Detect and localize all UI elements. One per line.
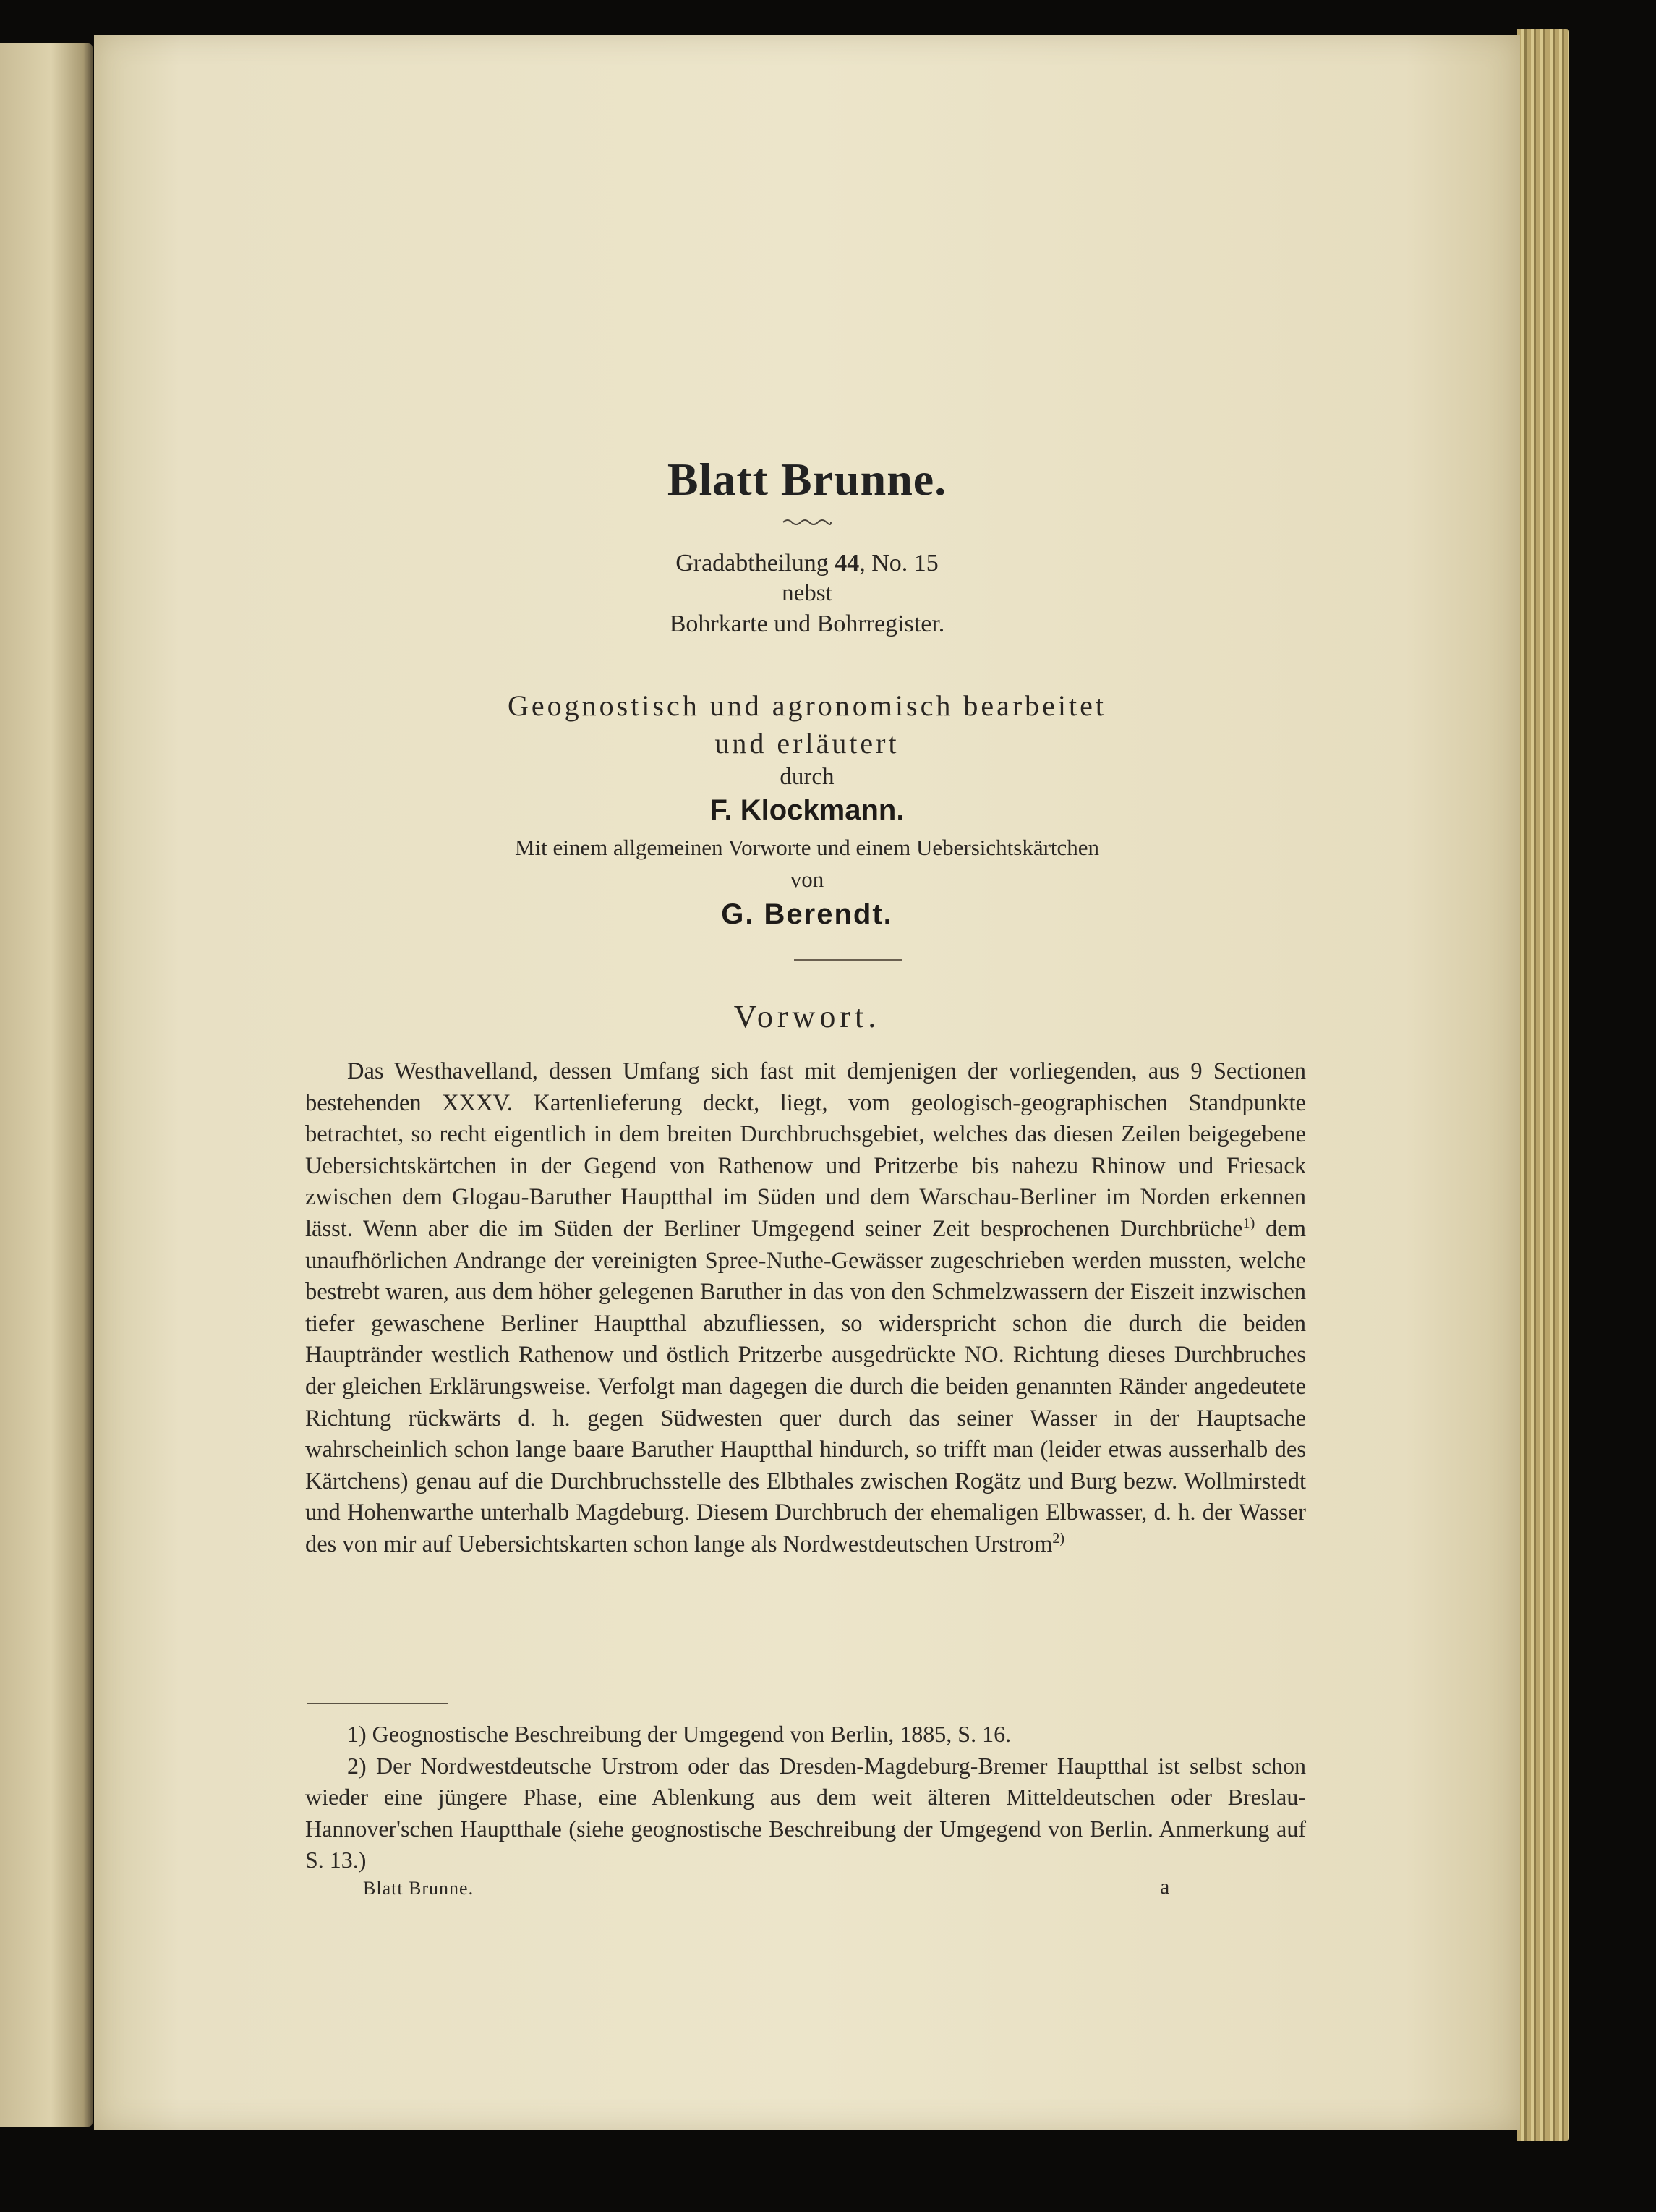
gradabtheilung-line bbox=[94, 550, 1520, 577]
author-primary: F. Klockmann. bbox=[709, 794, 905, 826]
wave-ornament-icon bbox=[782, 516, 832, 527]
footnote-2: 2) Der Nordwestdeutsche Urstrom oder das Dresden-Magdeburg-Bremer Hauptthal ist selbst schon wieder eine jüngere Phase, eine Ablenkung aus dem weit älteren Mitteldeutschen oder Breslau-Hannover'schen Hauptthale (siehe geognostische Beschreibung der Umgegend von Berlin. Anmerkung auf S. 13.) bbox=[305, 1752, 1306, 1873]
signature-mark: a bbox=[1160, 1875, 1170, 1899]
credits-von: von bbox=[790, 867, 824, 892]
section-heading: Vorwort. bbox=[733, 999, 881, 1034]
credits-durch: durch bbox=[780, 764, 835, 790]
left-page-edge bbox=[0, 43, 93, 2127]
divider-rule bbox=[794, 959, 902, 961]
credits-line-2: und erläutert bbox=[714, 727, 900, 760]
page-title: Blatt Brunne. bbox=[667, 454, 947, 505]
nebst-line: nebst bbox=[782, 580, 832, 606]
bohrkarte-line: Bohrkarte und Bohrregister. bbox=[669, 611, 945, 637]
footnotes bbox=[305, 1719, 1306, 1876]
author-secondary: G. Berendt. bbox=[721, 898, 893, 930]
gradab-prefix: Gradabtheilung bbox=[675, 550, 835, 577]
gradab-number: 44 bbox=[835, 550, 860, 577]
page-stack-edge bbox=[1517, 29, 1569, 2141]
ornament bbox=[94, 516, 1520, 530]
book-page bbox=[94, 35, 1520, 2130]
body-paragraph bbox=[305, 1056, 1306, 1561]
footnote-ref-2: 2) bbox=[1052, 1531, 1065, 1547]
footnote-1: 1) Geognostische Beschreibung der Umgegend von Berlin, 1885, S. 16. bbox=[347, 1721, 1012, 1747]
body-text-part-1: Das Westhavelland, dessen Umfang sich fast mit demjenigen der vorliegenden, aus 9 Sectionen bestehenden XXXV. Kartenlieferung deckt, liegt, vom geologisch-geographischen Standpunkte betrachtet, so recht eigentlich in dem breiten Durchbruchsgebiet, welches das diesen Zeilen beigegebene Uebersichtskärtchen in der Gegend von Rathenow und Pritzerbe bis nahezu Rhinow und Friesack zwischen dem Glogau-Baruther Hauptthal im Süden und dem Warschau-Berliner im Norden erkennen lässt. Wenn aber die im Süden der Berliner Umgegend seiner Zeit besprochenen Durchbrüche bbox=[305, 1058, 1306, 1242]
footnote-ref-1: 1) bbox=[1242, 1215, 1255, 1232]
body-text-part-2: dem unaufhörlichen Andrange der vereinigten Spree-Nuthe-Gewässer zugeschrieben werden mussten, welche bestrebt waren, aus dem höher gelegenen Baruther in das von den Schmelzwassern der Eiszeit inzwischen tiefer gewaschene Berliner Hauptthal abzufliessen, so widerspricht schon die durch die beiden Hauptränder westlich Rathenow und östlich Pritzerbe ausgedrückte NO. Richtung dieses Durchbruches der gleichen Erklärungsweise. Verfolgt man dagegen die durch die beiden genannten Ränder angedeutete Richtung rückwärts d. h. gegen Südwesten quer durch das seiner Wasser in der Hauptsache wahrscheinlich schon lange baare Baruther Hauptthal hindurch, so trifft man (leider etwas ausserhalb des Kärtchens) genau auf die Durchbruchsstelle des Elbthales zwischen Rogätz und Burg bezw. Wollmirstedt und Hohenwarthe unterhalb Magdeburg. Diesem Durchbruch der ehemaligen Elbwasser, d. h. der Wasser des von mir auf Uebersichtskarten schon lange als Nordwestdeutschen Urstrom bbox=[305, 1215, 1306, 1557]
credits-line-1: Geognostisch und agronomisch bearbeitet bbox=[507, 689, 1107, 722]
credits-line-3: Mit einem allgemeinen Vorworte und einem Uebersichtskärtchen bbox=[514, 835, 1100, 860]
gradab-suffix: , No. 15 bbox=[859, 550, 939, 577]
signature-label: Blatt Brunne. bbox=[363, 1878, 474, 1899]
footnote-rule bbox=[307, 1703, 448, 1704]
